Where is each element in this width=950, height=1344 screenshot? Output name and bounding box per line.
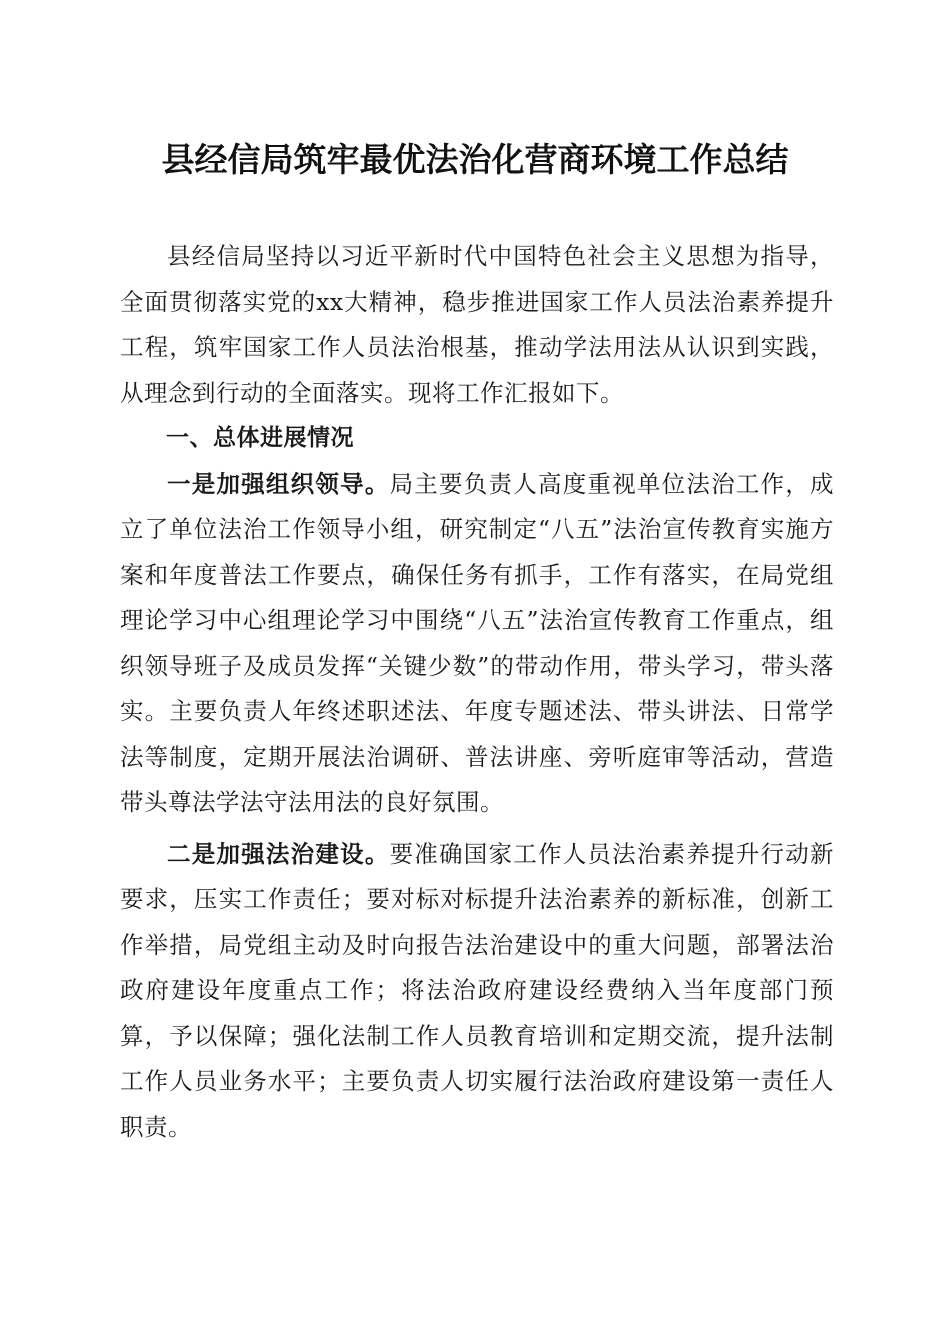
item-lead-construction: 二是加强法治建设。 bbox=[167, 839, 390, 868]
item-text-organization: 局主要负责人高度重视单位法治工作，成立了单位法治工作领导小组，研究制定“八五”法治宣传教育实施方案和年度普法工作要点，确保任务有抓手，工作有落实，在局党组理论学习中心组理论学习中围绕“八五”法治宣传教育工作重点，组织领导班子及成员发挥“关键少数”的带动作用，带头学习，带头落实。主要负责人年终述职述法、年度专题述法、带头讲法、日常学法等制度，定期开展法治调研、普法讲座、旁听庭审等活动，营造带头尊法学法守法用法的良好氛围。 bbox=[120, 469, 835, 816]
item-text-construction: 要准确国家工作人员法治素养提升行动新要求，压实工作责任；要对标对标提升法治素养的新标准，创新工作举措，局党组主动及时向报告法治建设中的重大问题，部署法治政府建设年度重点工作；将法治政府建设经费纳入当年度部门预算，予以保障；强化法制工作人员教育培训和定期交流，提升法制工作人员业务水平；主要负责人切实履行法治政府建设第一责任人职责。 bbox=[120, 839, 835, 1141]
document-body bbox=[120, 234, 834, 1150]
intro-paragraph: 县经信局坚持以习近平新时代中国特色社会主义思想为指导，全面贯彻落实党的xx大精神，稳步推进国家工作人员法治素养提升工程，筑牢国家工作人员法治根基，推动学法用法从认识到实践，从理念到行动的全面落实。现将工作汇报如下。 bbox=[120, 242, 834, 407]
document-title: 县经信局筑牢最优法治化营商环境工作总结 bbox=[161, 140, 789, 179]
item-lead-organization: 一是加强组织领导。 bbox=[167, 469, 390, 498]
item-organization-leadership bbox=[120, 462, 834, 826]
section-heading-overall-progress: 一、总体进展情况 bbox=[166, 425, 354, 451]
item-rule-of-law-construction bbox=[120, 832, 834, 1151]
